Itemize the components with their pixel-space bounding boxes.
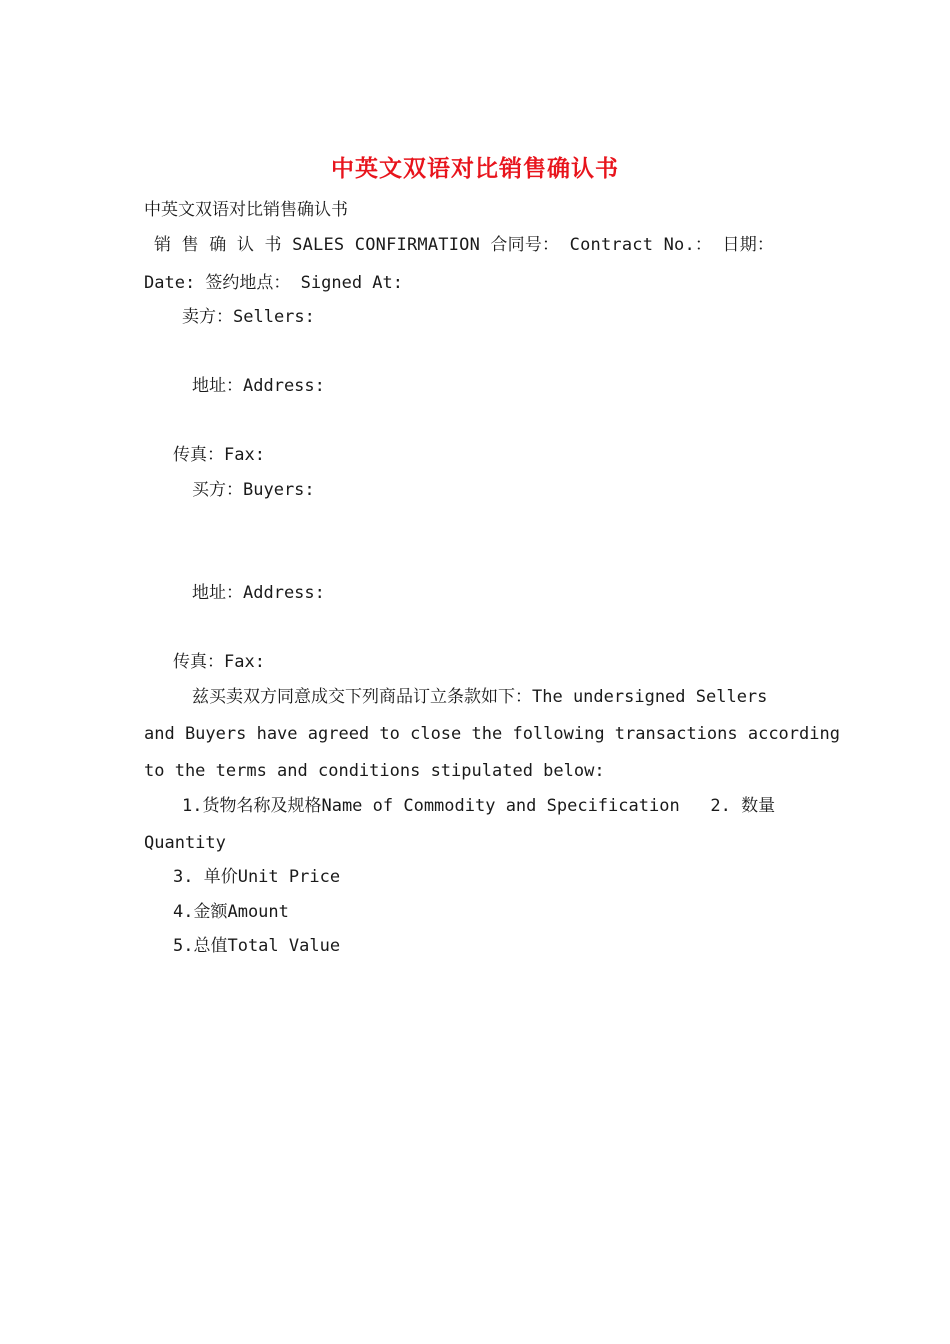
sellers-label: 卖方：Sellers: <box>182 307 315 327</box>
date-signed-line: Date: 签约地点： Signed At: <box>144 273 403 293</box>
buyers-fax-label: 传真：Fax: <box>173 652 265 672</box>
agreement-text-line-2: and Buyers have agreed to close the following transactions according <box>144 724 840 744</box>
buyers-address-label: 地址：Address: <box>192 583 325 603</box>
confirmation-header-line: 销 售 确 认 书 SALES CONFIRMATION 合同号： Contract No.： 日期： <box>154 235 775 255</box>
sellers-fax-label: 传真：Fax: <box>173 445 265 465</box>
item-amount: 4.金额Amount <box>173 902 289 922</box>
document-subtitle: 中英文双语对比销售确认书 <box>144 200 348 220</box>
agreement-text-line-3: to the terms and conditions stipulated below: <box>144 761 605 781</box>
buyers-label: 买方：Buyers: <box>192 480 315 500</box>
item-unit-price: 3. 单价Unit Price <box>173 867 341 887</box>
item-commodity-quantity-line: 1.货物名称及规格Name of Commodity and Specification 2. 数量 <box>182 796 776 816</box>
item-total-value: 5.总值Total Value <box>173 936 341 956</box>
agreement-text-line-1: 兹买卖双方同意成交下列商品订立条款如下：The undersigned Sellers <box>192 687 768 707</box>
document-title: 中英文双语对比销售确认书 <box>331 155 619 182</box>
item-quantity-continuation: Quantity <box>144 833 226 853</box>
sellers-address-label: 地址：Address: <box>192 376 325 396</box>
